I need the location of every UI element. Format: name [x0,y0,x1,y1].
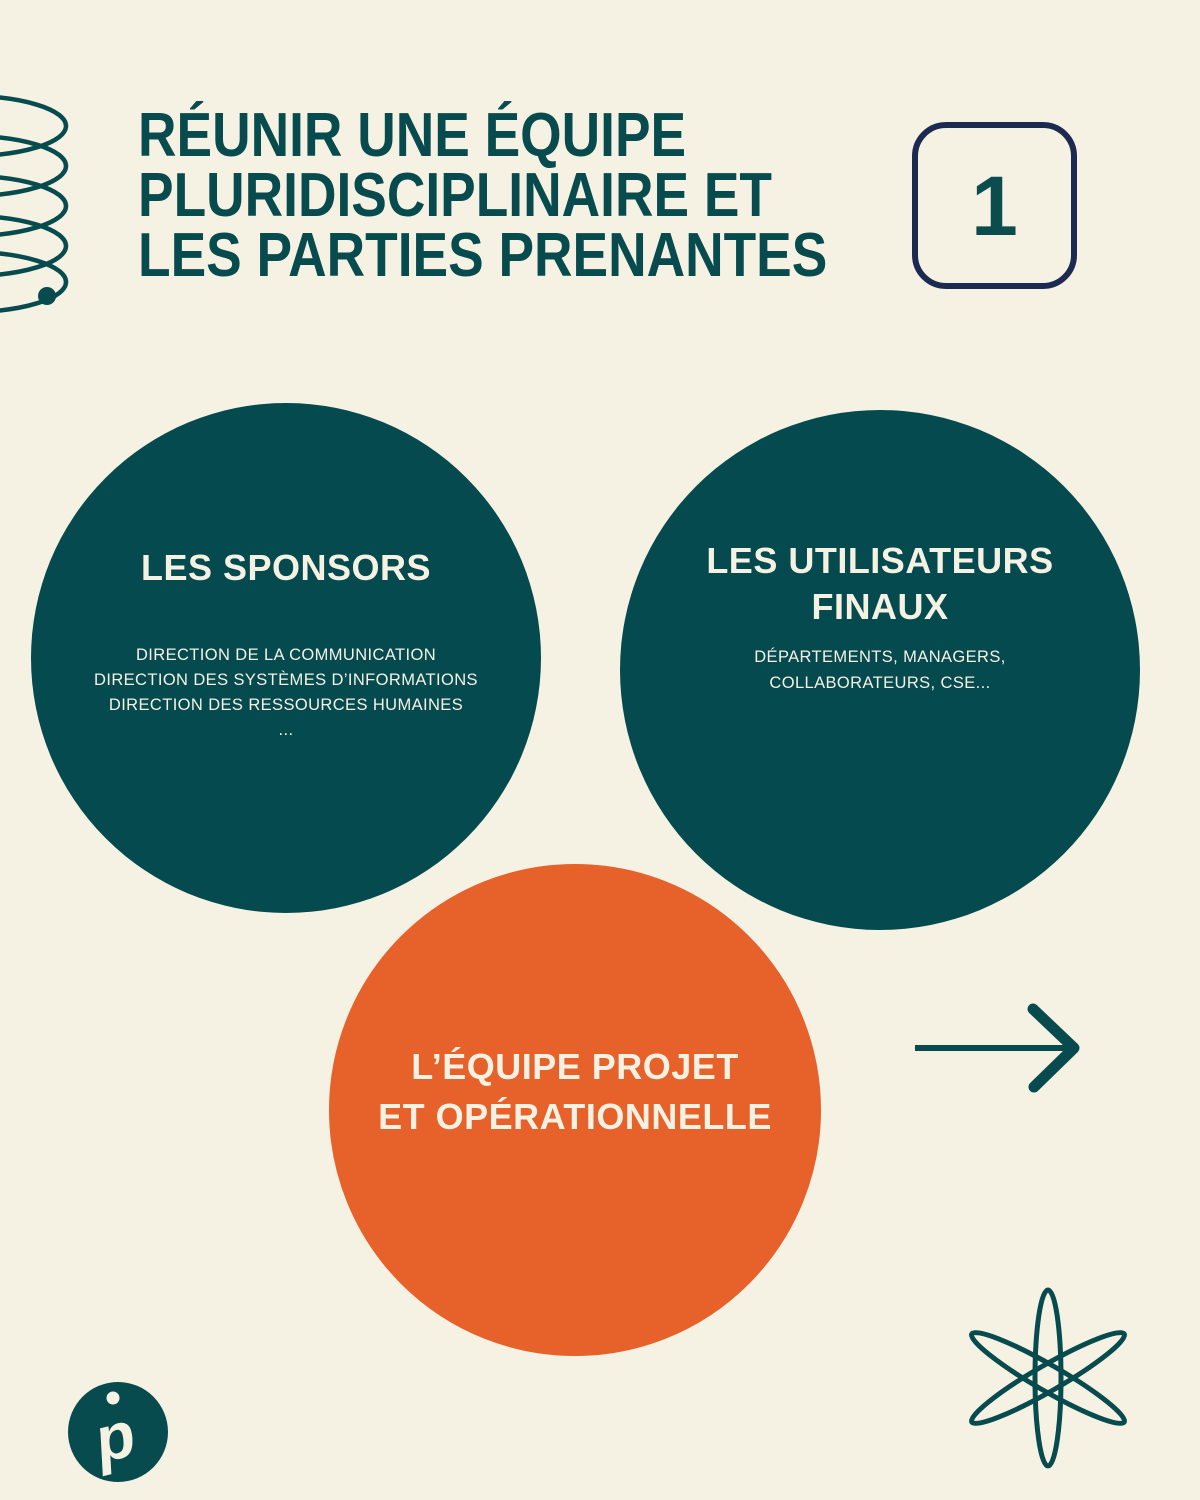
atom-star-icon [948,1278,1148,1478]
page-title-line: LES PARTIES PRENANTES [138,221,828,290]
spiral-coil-icon [0,92,72,322]
project-team-circle [315,850,835,1370]
end-users-list [620,644,1140,696]
end-users-circle [620,410,1140,930]
end-users-title-line: LES UTILISATEURS [706,540,1054,581]
sponsors-list [31,643,541,743]
project-team-title [329,1042,821,1142]
right-arrow-icon[interactable] [913,1003,1083,1093]
sponsors-title: LES SPONSORS [140,547,432,588]
end-users-item: DÉPARTEMENTS, MANAGERS, [754,648,1006,666]
sponsors-item: DIRECTION DES RESSOURCES HUMAINES [108,696,464,714]
project-team-title-line: L’ÉQUIPE PROJET [411,1046,739,1087]
page-title-line: PLURIDISCIPLINAIRE ET [138,161,772,230]
svg-text:p: p [86,1397,143,1477]
sponsors-circle [31,403,541,913]
end-users-title [620,538,1140,630]
page-title [138,101,828,290]
step-number: 1 [971,158,1018,253]
end-users-title-line: FINAUX [811,586,949,627]
project-team-title-line: ET OPÉRATIONNELLE [378,1096,772,1137]
sponsors-item-ellipsis: ... [278,721,294,739]
brand-logo-ip [68,1382,168,1482]
sponsors-item: DIRECTION DE LA COMMUNICATION [135,646,437,664]
step-number-box [912,122,1077,289]
page-title-line: RÉUNIR UNE ÉQUIPE [138,101,687,170]
sponsors-item: DIRECTION DES SYSTÈMES D’INFORMATIONS [94,671,478,689]
end-users-item: COLLABORATEURS, CSE... [769,674,991,692]
